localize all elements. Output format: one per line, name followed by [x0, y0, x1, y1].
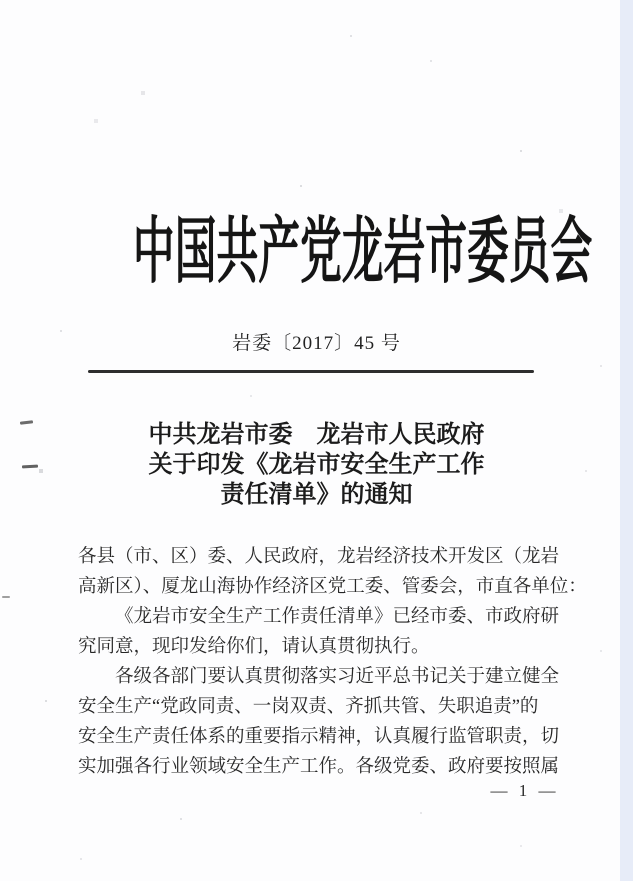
body-line-recipients: 高新区）、厦龙山海协作经济区党工委、管委会，市直各单位：	[78, 577, 587, 597]
document-title	[0, 420, 633, 510]
separator-rule	[88, 370, 534, 373]
document-reference-number: 岩委〔2017〕45 号	[232, 333, 401, 354]
document-title-line: 中共龙岩市委 龙岩市人民政府	[148, 422, 485, 448]
body-line: 安全生产“党政同责、一岗双责、齐抓共管、失职追责”的	[78, 697, 539, 717]
scan-noise-specks	[0, 0, 2, 2]
body-line-recipients: 各县（市、区）委、人民政府，龙岩经济技术开发区（龙岩	[78, 547, 560, 567]
body-line: 实加强各行业领域安全生产工作。各级党委、政府要按照属	[78, 757, 560, 777]
body-line: 究同意，现印发给你们，请认真贯彻执行。	[78, 637, 430, 657]
scanner-edge-strip	[620, 0, 633, 881]
document-title-line: 关于印发《龙岩市安全生产工作	[148, 452, 485, 478]
body-line: 各级各部门要认真贯彻落实习近平总书记关于建立健全	[115, 667, 560, 687]
margin-pen-mark	[2, 596, 10, 598]
masthead-issuing-authority: 中国共产党龙岩市委员会	[132, 212, 593, 292]
document-body	[78, 542, 587, 782]
body-line: 《龙岩市安全生产工作责任清单》已经市委、市政府研	[115, 607, 560, 627]
document-title-line: 责任清单》的通知	[220, 482, 413, 508]
body-line: 安全生产责任体系的重要指示精神，认真履行监管职责，切	[78, 727, 560, 747]
page-number: — 1 —	[490, 781, 557, 800]
